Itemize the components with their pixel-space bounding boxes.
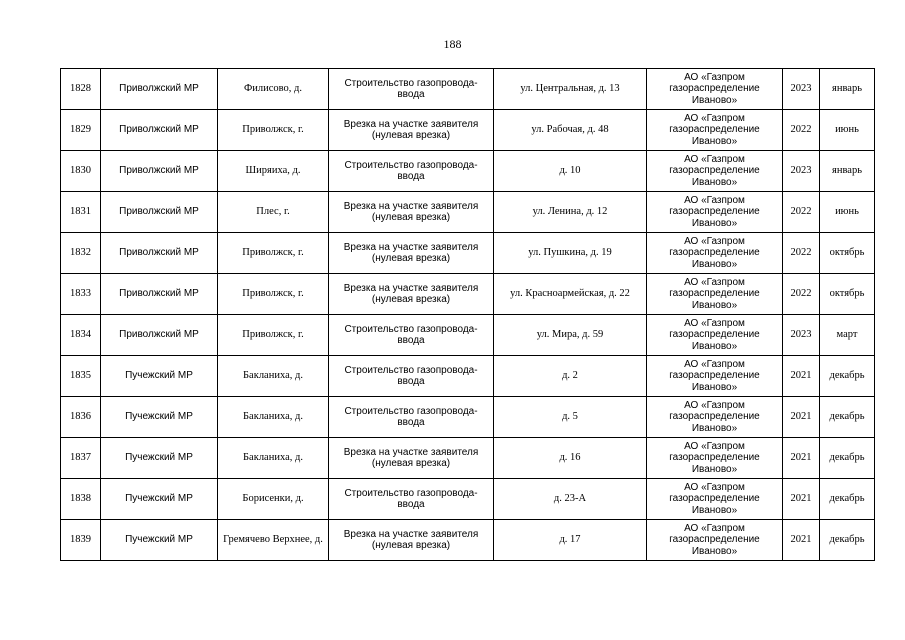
work-type-cell: Врезка на участке заявителя (нулевая врезка) bbox=[329, 110, 494, 151]
work-type-cell: Строительство газопровода-ввода bbox=[329, 151, 494, 192]
work-type-cell: Строительство газопровода-ввода bbox=[329, 356, 494, 397]
district-cell: Приволжский МР bbox=[101, 274, 218, 315]
locality-cell: Приволжск, г. bbox=[218, 274, 329, 315]
district-cell: Приволжский МР bbox=[101, 233, 218, 274]
year-cell: 2021 bbox=[783, 479, 820, 520]
work-type-cell: Врезка на участке заявителя (нулевая врезка) bbox=[329, 192, 494, 233]
address-cell: д. 23-А bbox=[494, 479, 647, 520]
district-cell: Пучежский МР bbox=[101, 356, 218, 397]
locality-cell: Бакланиха, д. bbox=[218, 397, 329, 438]
year-cell: 2023 bbox=[783, 151, 820, 192]
district-cell: Пучежский МР bbox=[101, 520, 218, 561]
district-cell: Приволжский МР bbox=[101, 315, 218, 356]
district-cell: Пучежский МР bbox=[101, 438, 218, 479]
month-cell: декабрь bbox=[820, 438, 875, 479]
organization-cell: АО «Газпром газораспределение Иваново» bbox=[647, 520, 783, 561]
work-type-cell: Строительство газопровода-ввода bbox=[329, 479, 494, 520]
organization-cell: АО «Газпром газораспределение Иваново» bbox=[647, 274, 783, 315]
locality-cell: Приволжск, г. bbox=[218, 110, 329, 151]
locality-cell: Филисово, д. bbox=[218, 69, 329, 110]
work-type-cell: Врезка на участке заявителя (нулевая врезка) bbox=[329, 438, 494, 479]
address-cell: ул. Красноармейская, д. 22 bbox=[494, 274, 647, 315]
row-number-cell: 1835 bbox=[61, 356, 101, 397]
address-cell: д. 5 bbox=[494, 397, 647, 438]
row-number-cell: 1831 bbox=[61, 192, 101, 233]
row-number-cell: 1829 bbox=[61, 110, 101, 151]
month-cell: декабрь bbox=[820, 479, 875, 520]
locality-cell: Приволжск, г. bbox=[218, 233, 329, 274]
work-type-cell: Строительство газопровода-ввода bbox=[329, 315, 494, 356]
work-type-cell: Врезка на участке заявителя (нулевая врезка) bbox=[329, 274, 494, 315]
organization-cell: АО «Газпром газораспределение Иваново» bbox=[647, 438, 783, 479]
year-cell: 2022 bbox=[783, 192, 820, 233]
organization-cell: АО «Газпром газораспределение Иваново» bbox=[647, 479, 783, 520]
row-number-cell: 1832 bbox=[61, 233, 101, 274]
year-cell: 2021 bbox=[783, 397, 820, 438]
row-number-cell: 1830 bbox=[61, 151, 101, 192]
table-row bbox=[61, 233, 875, 274]
year-cell: 2022 bbox=[783, 110, 820, 151]
district-cell: Приволжский МР bbox=[101, 151, 218, 192]
month-cell: октябрь bbox=[820, 233, 875, 274]
district-cell: Приволжский МР bbox=[101, 110, 218, 151]
district-cell: Пучежский МР bbox=[101, 479, 218, 520]
work-type-cell: Врезка на участке заявителя (нулевая врезка) bbox=[329, 520, 494, 561]
month-cell: март bbox=[820, 315, 875, 356]
table-row bbox=[61, 151, 875, 192]
organization-cell: АО «Газпром газораспределение Иваново» bbox=[647, 356, 783, 397]
locality-cell: Плес, г. bbox=[218, 192, 329, 233]
organization-cell: АО «Газпром газораспределение Иваново» bbox=[647, 151, 783, 192]
work-type-cell: Строительство газопровода-ввода bbox=[329, 397, 494, 438]
month-cell: январь bbox=[820, 151, 875, 192]
year-cell: 2021 bbox=[783, 520, 820, 561]
address-cell: ул. Рабочая, д. 48 bbox=[494, 110, 647, 151]
table-row bbox=[61, 110, 875, 151]
address-cell: д. 17 bbox=[494, 520, 647, 561]
address-cell: д. 2 bbox=[494, 356, 647, 397]
locality-cell: Бакланиха, д. bbox=[218, 356, 329, 397]
month-cell: июнь bbox=[820, 110, 875, 151]
table-row bbox=[61, 274, 875, 315]
month-cell: декабрь bbox=[820, 397, 875, 438]
table-row bbox=[61, 192, 875, 233]
gasification-table bbox=[60, 68, 875, 561]
year-cell: 2023 bbox=[783, 315, 820, 356]
month-cell: октябрь bbox=[820, 274, 875, 315]
district-cell: Пучежский МР bbox=[101, 397, 218, 438]
locality-cell: Гремячево Верхнее, д. bbox=[218, 520, 329, 561]
organization-cell: АО «Газпром газораспределение Иваново» bbox=[647, 192, 783, 233]
month-cell: январь bbox=[820, 69, 875, 110]
locality-cell: Бакланиха, д. bbox=[218, 438, 329, 479]
table-body bbox=[61, 69, 875, 561]
row-number-cell: 1836 bbox=[61, 397, 101, 438]
row-number-cell: 1838 bbox=[61, 479, 101, 520]
month-cell: декабрь bbox=[820, 520, 875, 561]
row-number-cell: 1837 bbox=[61, 438, 101, 479]
organization-cell: АО «Газпром газораспределение Иваново» bbox=[647, 397, 783, 438]
year-cell: 2022 bbox=[783, 274, 820, 315]
district-cell: Приволжский МР bbox=[101, 69, 218, 110]
table-row bbox=[61, 438, 875, 479]
organization-cell: АО «Газпром газораспределение Иваново» bbox=[647, 69, 783, 110]
address-cell: д. 16 bbox=[494, 438, 647, 479]
month-cell: июнь bbox=[820, 192, 875, 233]
table-row bbox=[61, 315, 875, 356]
year-cell: 2021 bbox=[783, 438, 820, 479]
organization-cell: АО «Газпром газораспределение Иваново» bbox=[647, 315, 783, 356]
work-type-cell: Строительство газопровода-ввода bbox=[329, 69, 494, 110]
address-cell: ул. Мира, д. 59 bbox=[494, 315, 647, 356]
address-cell: д. 10 bbox=[494, 151, 647, 192]
table-row bbox=[61, 69, 875, 110]
year-cell: 2023 bbox=[783, 69, 820, 110]
table-row bbox=[61, 520, 875, 561]
organization-cell: АО «Газпром газораспределение Иваново» bbox=[647, 110, 783, 151]
row-number-cell: 1834 bbox=[61, 315, 101, 356]
table-row bbox=[61, 479, 875, 520]
district-cell: Приволжский МР bbox=[101, 192, 218, 233]
row-number-cell: 1828 bbox=[61, 69, 101, 110]
address-cell: ул. Центральная, д. 13 bbox=[494, 69, 647, 110]
year-cell: 2022 bbox=[783, 233, 820, 274]
row-number-cell: 1839 bbox=[61, 520, 101, 561]
address-cell: ул. Ленина, д. 12 bbox=[494, 192, 647, 233]
address-cell: ул. Пушкина, д. 19 bbox=[494, 233, 647, 274]
locality-cell: Борисенки, д. bbox=[218, 479, 329, 520]
locality-cell: Ширяиха, д. bbox=[218, 151, 329, 192]
year-cell: 2021 bbox=[783, 356, 820, 397]
month-cell: декабрь bbox=[820, 356, 875, 397]
organization-cell: АО «Газпром газораспределение Иваново» bbox=[647, 233, 783, 274]
page-number: 188 bbox=[443, 37, 462, 51]
table-row bbox=[61, 356, 875, 397]
work-type-cell: Врезка на участке заявителя (нулевая врезка) bbox=[329, 233, 494, 274]
table-row bbox=[61, 397, 875, 438]
row-number-cell: 1833 bbox=[61, 274, 101, 315]
locality-cell: Приволжск, г. bbox=[218, 315, 329, 356]
